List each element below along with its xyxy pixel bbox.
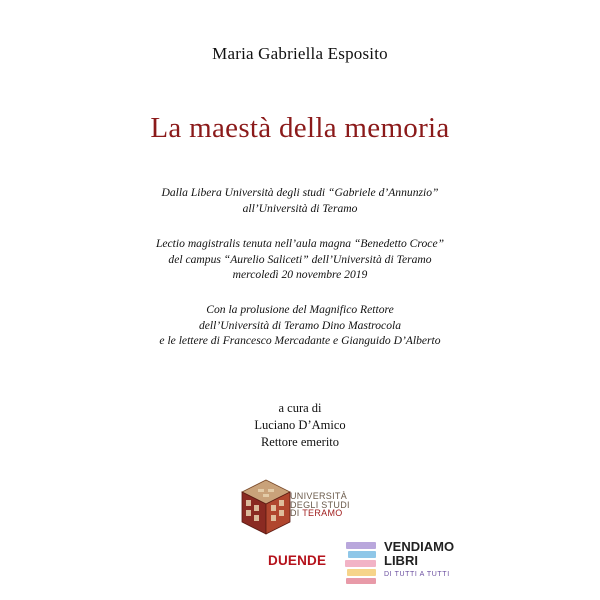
origin-statement <box>0 185 600 216</box>
vendiamo-tagline: DI TUTTI A TUTTI <box>384 571 450 578</box>
university-name-line: DEGLI STUDI <box>290 499 350 510</box>
vendiamo-wordmark <box>384 540 454 568</box>
lectio-line: del campus “Aurelio Saliceti” dell’Università di Teramo <box>168 252 432 266</box>
origin-line: Dalla Libera Università degli studi “Gabriele d’Annunzio” <box>161 186 439 199</box>
prolusion-line: dell’Università di Teramo Dino Mastrocola <box>198 318 402 332</box>
lectio-statement <box>0 236 600 283</box>
university-name-line <box>290 509 380 518</box>
university-name-prefix: DI <box>290 508 303 518</box>
stacked-books-logo-icon <box>344 540 380 586</box>
university-name <box>290 492 380 518</box>
vendiamo-line: VENDIAMO <box>384 539 455 554</box>
origin-line: all’Università di Teramo <box>242 201 358 215</box>
curator-name: Luciano D’Amico <box>254 418 346 432</box>
vendiamo-libri-logo <box>344 540 454 590</box>
duende-logo: DUENDE <box>268 553 327 568</box>
prolusion-statement <box>0 302 600 349</box>
prolusion-line: Con la prolusione del Magnifico Rettore <box>206 303 394 316</box>
curator-block <box>0 400 600 451</box>
book-title: La maestà della memoria <box>150 112 450 144</box>
university-name-line: UNIVERSITÀ <box>290 491 348 501</box>
lectio-line: mercoledì 20 novembre 2019 <box>232 268 368 281</box>
author-name: Maria Gabriella Esposito <box>212 44 388 63</box>
university-logo <box>240 478 370 538</box>
university-cube-logo-icon <box>240 478 292 536</box>
curator-label: a cura di <box>278 401 322 415</box>
prolusion-line: e le lettere di Francesco Mercadante e Gianguido D’Alberto <box>159 334 441 347</box>
university-name-teramo: TERAMO <box>302 508 343 518</box>
libri-line: LIBRI <box>384 553 418 568</box>
curator-role: Rettore emerito <box>260 435 340 449</box>
lectio-line: Lectio magistralis tenuta nell’aula magna “Benedetto Croce” <box>155 237 445 250</box>
